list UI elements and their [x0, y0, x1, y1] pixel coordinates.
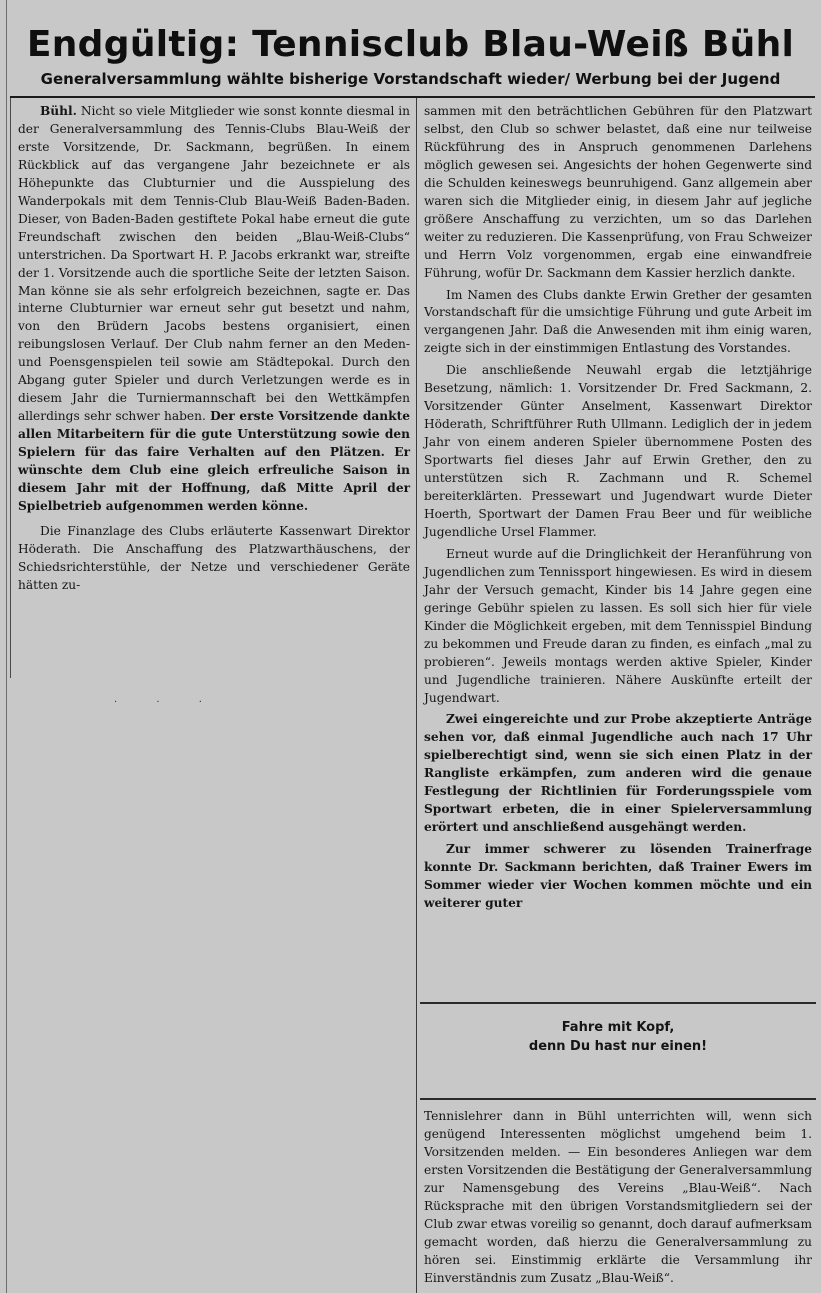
paragraph-debt: sammen mit den beträchtlichen Gebühren für den Platzwart selbst, den Club so schwer belastet, daß eine nur teilweise Rückführung des in Anspruch genommenen Darlehens möglich gewesen sei. Angesichts der hohen Gegenwerte sind die Schulden keineswegs beunruhigend. Ganz allgemein aber waren sich die Mitglieder einig, in diesem Jahr auf jegliche größere Anschaffung zu verzichten, um so das Darlehen weiter zu reduzieren. Die Kassenprüfung, von Frau Schweizer und Herrn Volz vorgenommen, ergab eine einwandfreie Führung, wofür Dr. Sackmann dem Kassier herzlich dankte.: [424, 104, 812, 280]
paragraph-thanks: Im Namen des Clubs dankte Erwin Grether der gesamten Vorstandschaft für die umsichtige Führung und gute Arbeit im vergangenen Jahr. Daß die Anwesenden mit ihm einig waren, zeigte sich in der einstimmigen Entlastung des Vorstandes.: [424, 287, 812, 356]
article-right-column: [424, 103, 812, 913]
paragraph-motions: Zwei eingereichte und zur Probe akzeptierte Anträge sehen vor, daß einmal Jugendliche auch nach 17 Uhr spielberechtigt sind, wenn sie sich einen Platz in der Rangliste erkämpfen, zum anderen wird die genaue Festlegung der Richtlinien für Forderungsspiele vom Sportwart erbeten, die in einer Spielerversammlung erörtert und anschließend ausgehängt werden.: [424, 712, 812, 835]
left-column-rule: [10, 98, 11, 678]
box-bottom-rule: [420, 1098, 816, 1100]
print-specks: · · ·: [114, 697, 220, 708]
paragraph-1-bold-text: Der erste Vorsitzende dankte allen Mitarbeitern für die gute Unterstützung sowie den Spielern für das faire Verhalten auf den Plätzen. Er wünschte dem Club eine gleich erfreuliche Saison in diesem Jahr mit der Hoffnung, daß Mitte April der Spielbetrieb aufgenommen werden könne.: [18, 409, 410, 513]
paragraph-1: [18, 103, 410, 516]
paragraph-youth: Erneut wurde auf die Dringlichkeit der Heranführung von Jugendlichen zum Tennissport hingewiesen. Es wird in diesem Jahr der Versuch gemacht, Kinder bis 14 Jahre gegen eine geringe Gebühr spielen zu lassen. Es soll sich hier für viele Kinder die Möglichkeit ergeben, mit dem Tennisspiel Bindung zu bekommen und Freude daran zu finden, es einfach „mal zu probieren“. Jeweils montags werden aktive Spieler, Kinder und Jugendliche trainieren. Nähere Auskünfte erteilt der Jugendwart.: [424, 546, 812, 705]
article-left-column: [18, 103, 410, 595]
headline-rule: [10, 96, 815, 98]
paragraph-trainer: Zur immer schwerer zu lösenden Trainerfrage konnte Dr. Sackmann berichten, daß Trainer Ewers im Sommer wieder vier Wochen kommen möchte und ein weiterer guter: [424, 842, 812, 910]
page-edge-line: [6, 0, 7, 1293]
article-right-column-continued: [424, 1108, 812, 1288]
column-divider: [416, 98, 417, 1293]
slogan-line-1: Fahre mit Kopf,: [561, 1020, 675, 1035]
headline: Endgültig: Tennisclub Blau-Weiß Bühl: [26, 24, 795, 65]
box-top-rule: [420, 1002, 816, 1004]
paragraph-finances: Die Finanzlage des Clubs erläuterte Kassenwart Direktor Höderath. Die Anschaffung des Platzwarthäuschens, der Schiedsrichterstühle, der Netze und verschiedener Geräte hätten zu-: [18, 523, 410, 592]
paragraph-club-name: Tennislehrer dann in Bühl unterrichten will, wenn sich genügend Interessenten möglichst umgehend beim 1. Vorsitzenden melden. — Ein besonderes Anliegen war dem ersten Vorsitzenden die Bestätigung der Generalversammlung zur Namensgebung des Vereins „Blau-Weiß“. Nach Rücksprache mit den übrigen Vorstandsmitgliedern sei der Club zwar etwas voreilig so genannt, doch darauf aufmerksam gemacht worden, daß hierzu die Generalversammlung zu hören sei. Einstimmig erklärte die Versammlung ihr Einverständnis zum Zusatz „Blau-Weiß“.: [424, 1109, 812, 1285]
paragraph-election: Die anschließende Neuwahl ergab die letztjährige Besetzung, nämlich: 1. Vorsitzender Dr. Fred Sackmann, 2. Vorsitzender Günter Anselment, Kassenwart Direktor Höderath, Schriftführer Ruth Ullmann. Lediglich der in jedem Jahr von einem anderen Spieler übernommene Posten des Sportwarts fiel dieses Jahr auf Erwin Grether, den zu unterstützen sich R. Zachmann und R. Schemel bereiterklärten. Pressewart und Jugendwart wurde Dieter Hoerth, Sportwart der Damen Frau Beer und für weibliche Jugendliche Ursel Flammer.: [424, 363, 812, 539]
dateline: Bühl.: [40, 104, 77, 118]
slogan-line-2: denn Du hast nur einen!: [528, 1039, 708, 1054]
subheadline: Generalversammlung wählte bisherige Vorstandschaft wieder/ Werbung bei der Jugend: [40, 70, 781, 88]
paragraph-1-text: Nicht so viele Mitglieder wie sonst konnte diesmal in der Generalversammlung des Tennis-Clubs Blau-Weiß der erste Vorsitzende, Dr. Sackmann, begrüßen. In einem Rückblick auf das vergangene Jahr bezeichnete er als Höhepunkte das Clubturnier und die Ausspielung des Wanderpokals mit dem Tennis-Club Blau-Weiß Baden-Baden. Dieser, von Baden-Baden gestiftete Pokal habe erneut die gute Freundschaft zwischen den beiden „Blau-Weiß-Clubs“ unterstrichen. Da Sportwart H. P. Jacobs erkrankt war, streifte der 1. Vorsitzende auch die sportliche Seite der letzten Saison. Man könne sie als sehr erfolgreich bezeichnen, sagte er. Das interne Clubturnier war erneut sehr gut besetzt und nahm, von den Brüdern Jacobs bestens organisiert, einen reibungslosen Verlauf. Der Club nahm ferner an den Meden- und Poensgenspielen teil sowie am Städtepokal. Durch den Abgang guter Spieler und durch Verletzungen werde es in diesem Jahr die Turniermannschaft bei den Wettkämpfen allerdings sehr schwer haben.: [18, 104, 411, 424]
slogan-box: [420, 1018, 816, 1056]
